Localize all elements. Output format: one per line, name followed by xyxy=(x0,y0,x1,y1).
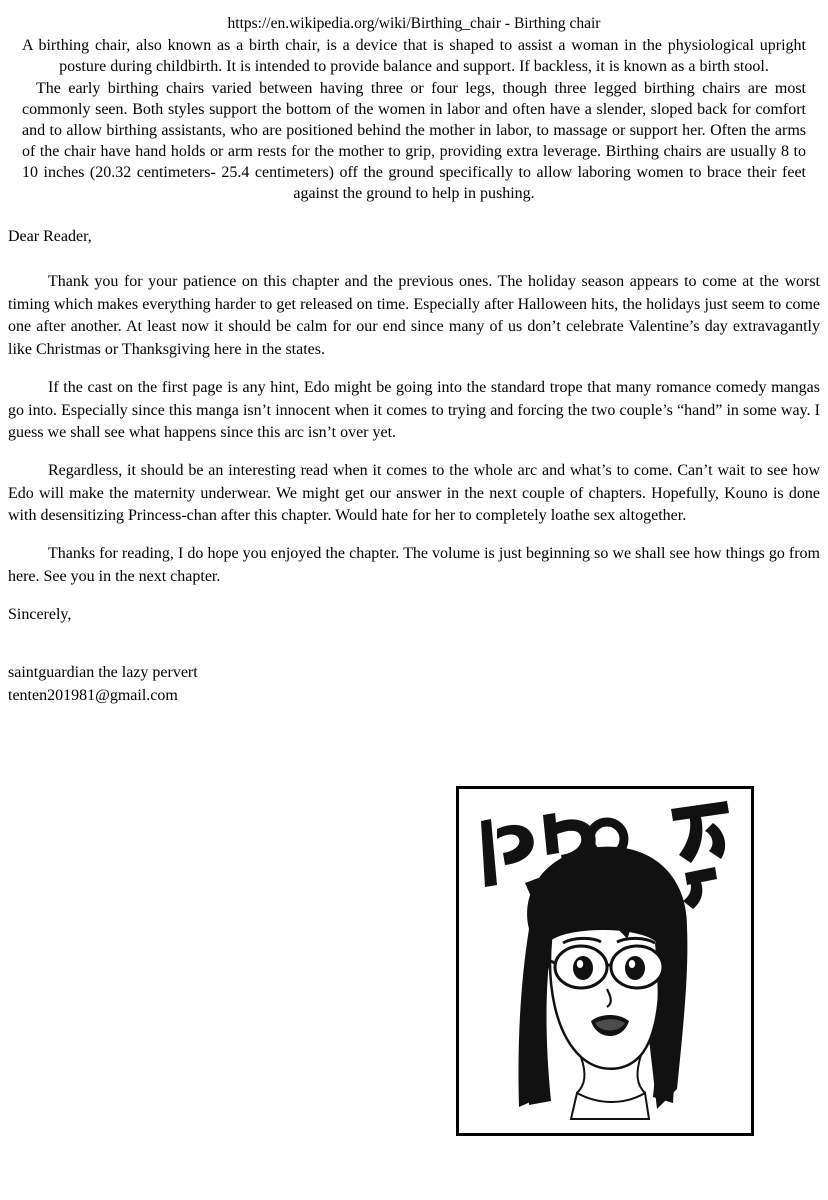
excerpt-paragraph: The early birthing chairs varied between having three or four legs, though three legged birthing chairs are most commonly seen. Both styles support the bottom of the women in labor and often have a slender, sloped back for comfort and to allow birthing assistants, who are positioned behind the mother in labor, to massage or support her. Often the arms of the chair have hand holds or arm rests for the mother to grip, providing extra leverage. Birthing chairs are usually 8 to 10 inches (20.32 centimeters- 25.4 centimeters) off the ground specifically to allow laboring women to brace their feet against the ground to help in pushing. xyxy=(22,79,806,203)
translator-letter xyxy=(8,226,820,708)
letter-paragraph: Thanks for reading, I do hope you enjoyed the chapter. The volume is just beginning so we shall see how things go from here. See you in the next chapter. xyxy=(8,545,820,585)
signature-name: saintguardian the lazy pervert xyxy=(8,664,198,682)
excerpt-paragraph: A birthing chair, also known as a birth chair, is a device that is shaped to assist a woman in the physiological upright posture during childbirth. It is intended to provide balance and support. If backless, it is known as a birth stool. xyxy=(22,37,806,76)
spacer xyxy=(8,249,820,271)
manga-artwork xyxy=(459,789,745,1127)
source-url-line: https://en.wikipedia.org/wiki/Birthing_chair - Birthing chair xyxy=(227,15,601,32)
manga-panel xyxy=(456,786,754,1136)
spacer xyxy=(8,626,820,648)
signature-block xyxy=(8,662,820,707)
wikipedia-excerpt xyxy=(22,35,806,204)
letter-paragraph: Thank you for your patience on this chapter and the previous ones. The holiday season appears to come at the worst timing which makes everything harder to get released on time. Especially after Halloween hits, the holidays just seem to come one after another. At least now it should be calm for our end since many of us don’t celebrate Valentine’s day extravagantly like Christmas or Thanksgiving here in the states. xyxy=(8,272,820,359)
letter-paragraph: If the cast on the first page is any hint, Edo might be going into the standard trope that many romance comedy mangas go into. Especially since this manga isn’t innocent when it comes to trying and forcing the two couple’s “hand” in some way. I guess we shall see what happens since this arc isn’t over yet. xyxy=(8,378,820,442)
letter-paragraph: Regardless, it should be an interesting read when it comes to the whole arc and what’s to come. Can’t wait to see how Edo will make the maternity underwear. We might get our answer in the next couple of chapters. Hopefully, Kouno is done with desensitizing Princess-chan after this chapter. Would hate for her to completely loathe sex altogether. xyxy=(8,462,820,525)
letter-salutation: Dear Reader, xyxy=(8,228,92,246)
signature-email: tenten201981@gmail.com xyxy=(8,687,178,705)
letter-closing: Sincerely, xyxy=(8,605,72,623)
